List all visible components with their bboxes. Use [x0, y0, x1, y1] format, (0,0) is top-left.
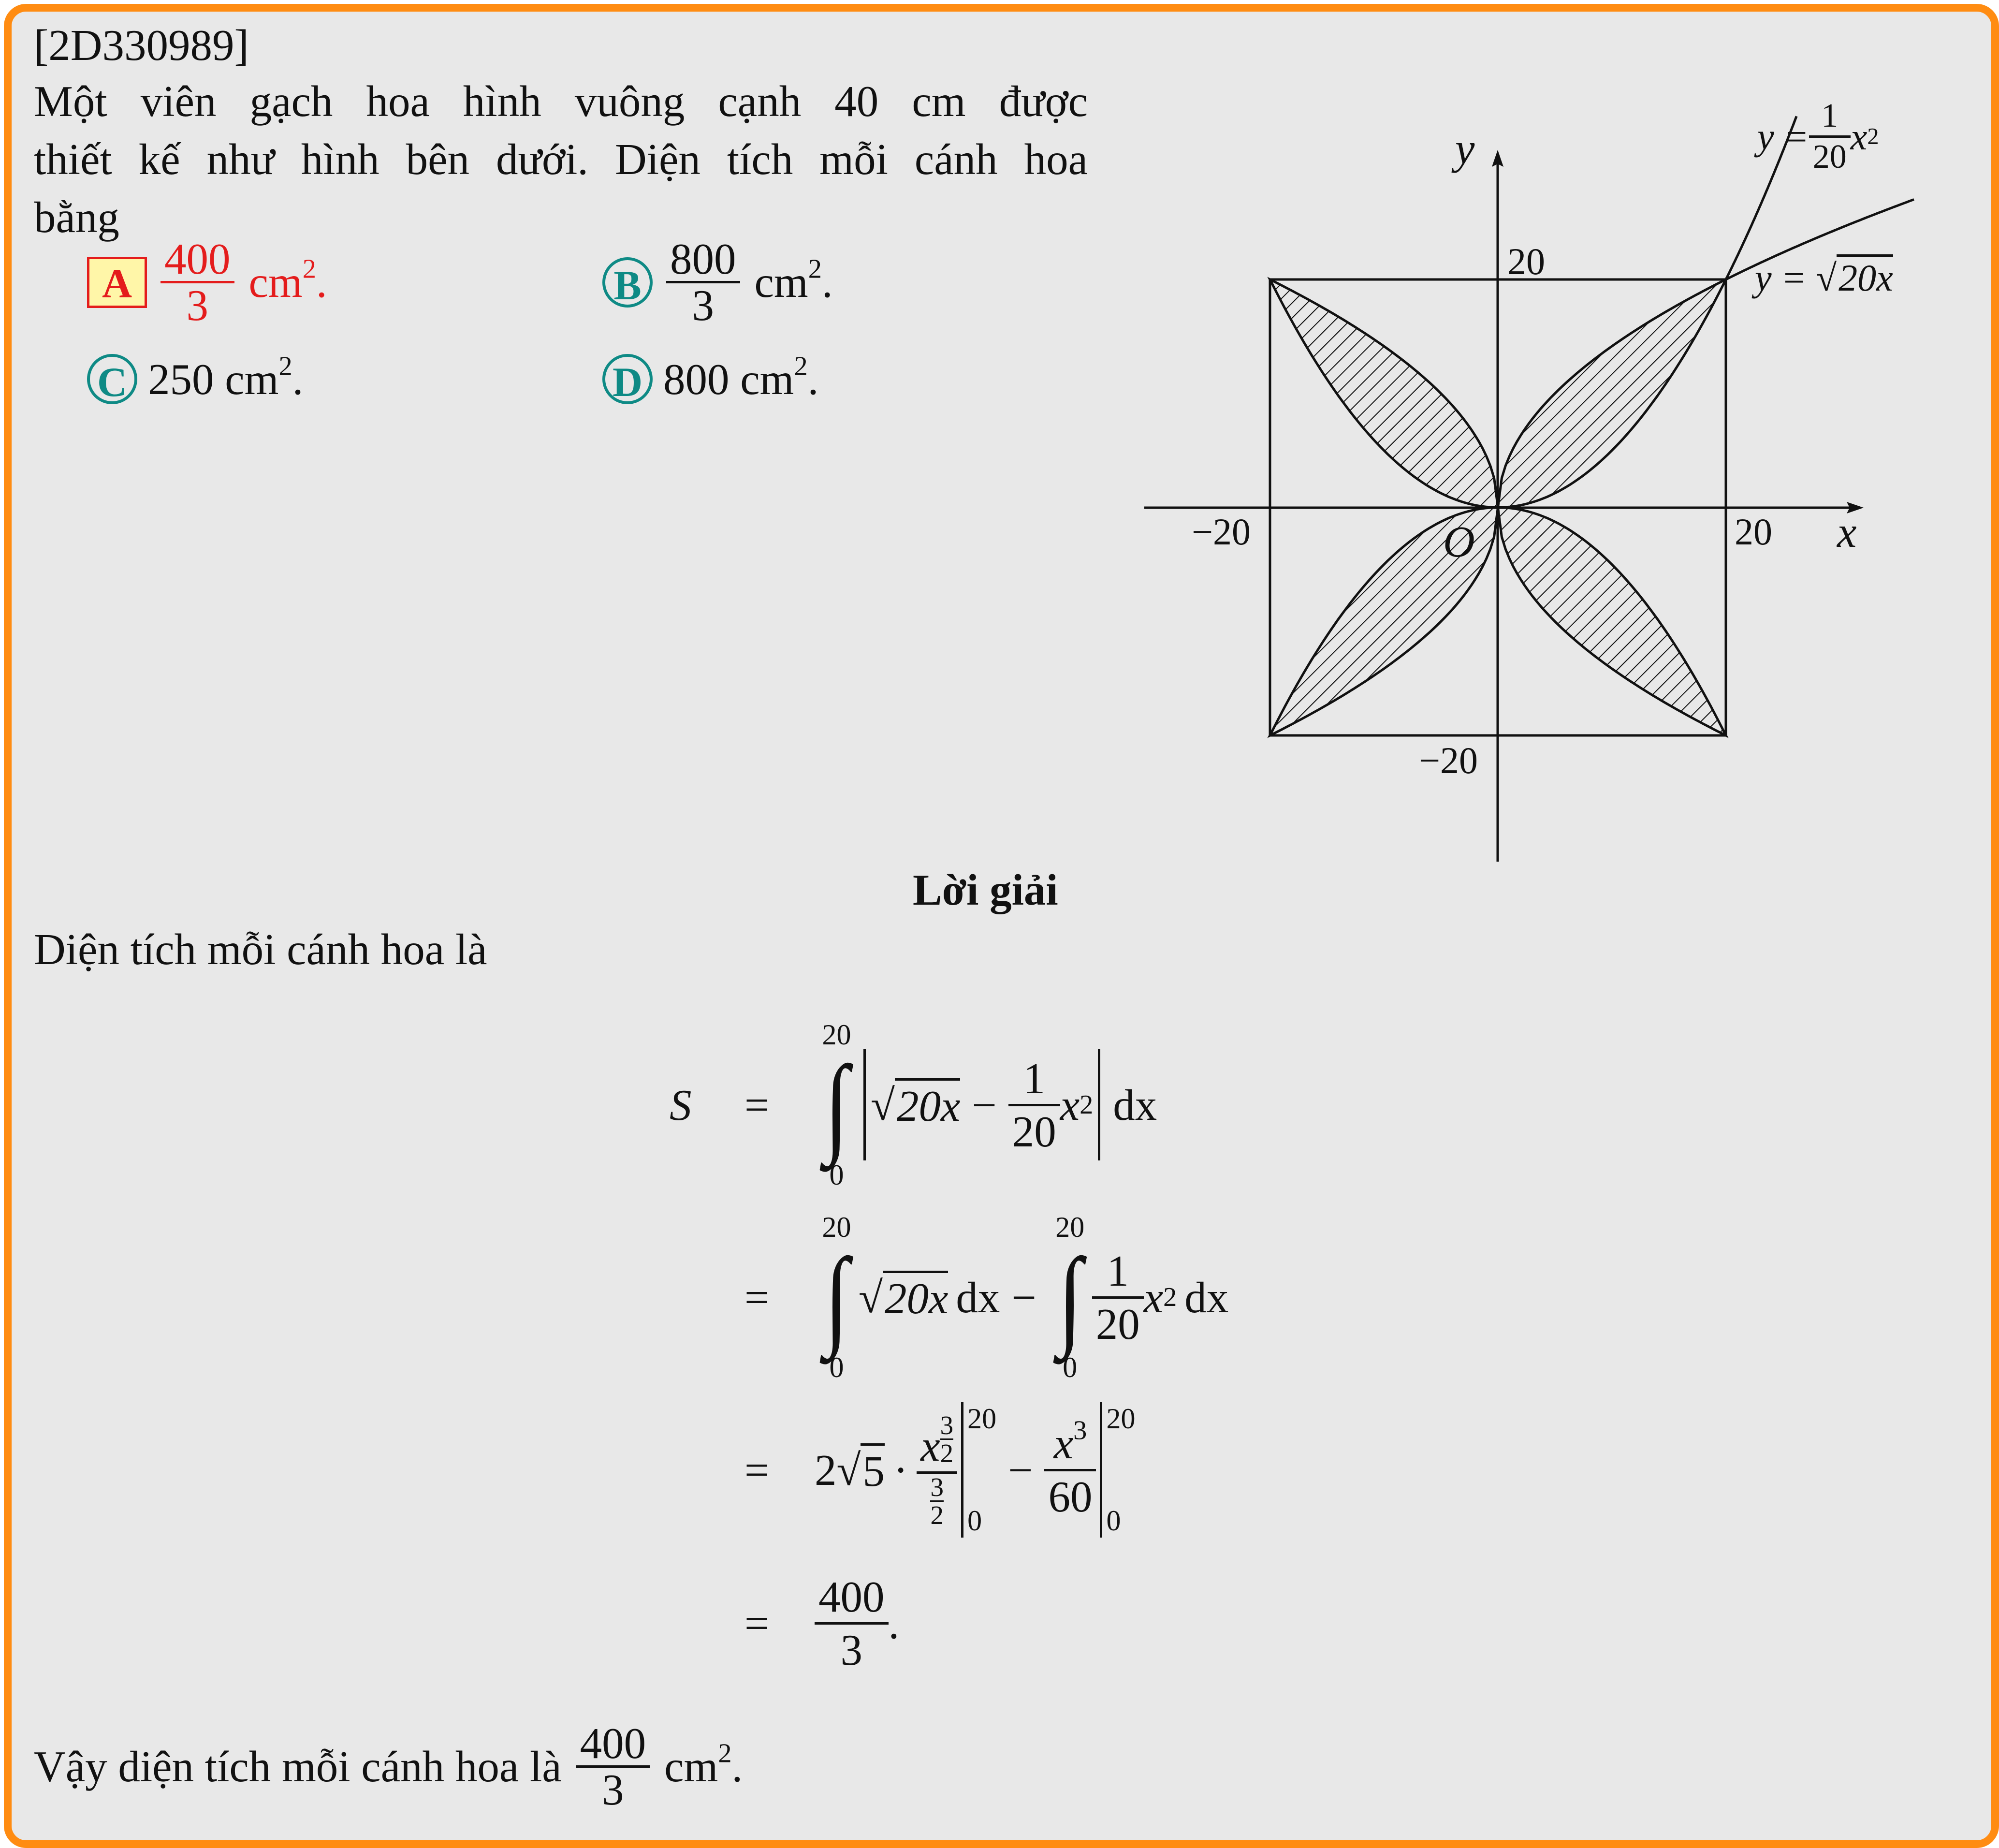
row2-minus: −	[1011, 1273, 1036, 1322]
eq-row-4	[744, 1571, 899, 1675]
choice-a-exp: 2	[302, 254, 316, 284]
choice-d-tag: D	[602, 354, 653, 404]
petal-top-right	[1498, 279, 1726, 508]
curve1-den: 20	[1809, 135, 1851, 176]
row2-x: x	[1143, 1273, 1164, 1322]
row1-den: 20	[1008, 1104, 1060, 1157]
solution-intro: Diện tích mỗi cánh hoa là	[34, 925, 487, 974]
eq-sign-2: =	[744, 1273, 770, 1322]
curve2-radicand: 20x	[1837, 254, 1893, 299]
row2-dx-1: dx	[956, 1273, 1000, 1322]
int1-upper: 20	[822, 1019, 851, 1051]
solution-conclusion	[34, 1721, 743, 1812]
row2-dx-2: dx	[1184, 1273, 1229, 1322]
row3-frac-a	[917, 1412, 957, 1528]
row3-five: 5	[861, 1443, 885, 1496]
curve1-x: x	[1850, 115, 1868, 158]
tick-y-pos: 20	[1507, 240, 1545, 282]
axis-y-label: y	[1455, 124, 1475, 173]
choice-c-tail: .	[292, 354, 304, 404]
row2-fraction	[1092, 1246, 1144, 1349]
row3-den-num: 3	[930, 1472, 944, 1502]
integral-2	[821, 1213, 852, 1382]
problem-id: [2D330989]	[34, 21, 249, 70]
choice-b-num: 800	[670, 235, 736, 283]
row3-x: x	[920, 1421, 940, 1470]
conclusion-text: Vậy diện tích mỗi cánh hoa là	[34, 1742, 562, 1791]
row4-num: 400	[818, 1572, 885, 1621]
row1-x: x	[1060, 1080, 1080, 1129]
abs-left	[863, 1049, 866, 1160]
eval-bar-2	[1100, 1402, 1135, 1538]
int2-lower: 0	[829, 1351, 844, 1383]
int2-sign: ∫	[824, 1235, 849, 1359]
petal-top-left	[1270, 279, 1498, 508]
eq-sign-3: =	[744, 1445, 770, 1495]
curve1-num: 1	[1821, 97, 1838, 134]
row4-fraction	[815, 1571, 889, 1675]
eq-row-3	[744, 1402, 1135, 1538]
curve2-label	[1755, 256, 1893, 300]
row3-dot: ·	[893, 1445, 908, 1495]
row3-x3: x	[1053, 1419, 1074, 1468]
eval2-lower: 0	[1106, 1505, 1121, 1537]
eq-sign-1: =	[744, 1080, 770, 1129]
row3-minus: −	[1008, 1445, 1033, 1495]
abs-right	[1098, 1049, 1100, 1160]
row3-exp-num: 3	[940, 1410, 954, 1440]
row3-den-den: 2	[930, 1500, 944, 1530]
row3-coef: 2√	[815, 1445, 861, 1495]
solution-heading: Lời giải	[913, 865, 1058, 914]
eval2-upper: 20	[1106, 1403, 1136, 1435]
choice-a-unit: cm	[248, 258, 303, 307]
row4-period: .	[888, 1599, 900, 1648]
tick-y-neg: −20	[1419, 739, 1478, 781]
choice-c-text: 250 cm	[148, 354, 279, 404]
choice-a-tag: A	[87, 257, 147, 308]
choice-b-tail: .	[821, 258, 833, 307]
eval1-lower: 0	[967, 1505, 982, 1537]
conclusion-num: 400	[580, 1719, 646, 1768]
eq-S: S	[670, 1080, 692, 1129]
conclusion-den: 3	[576, 1765, 650, 1812]
eq-row-1: S = 20 ∫ 0 √ 20x − $\frac{1}{20}$ x 2 dx	[670, 1019, 1157, 1191]
integral-3	[1055, 1213, 1085, 1382]
curve1-prefix: y =	[1757, 115, 1809, 158]
problem-line-1: Một viên gạch hoa hình vuông cạnh 40 cm được	[34, 77, 1088, 126]
row1-dx: dx	[1113, 1080, 1157, 1129]
conclusion-tail: .	[731, 1742, 743, 1791]
choice-b-exp: 2	[808, 254, 822, 284]
row4-den: 3	[815, 1622, 889, 1675]
conclusion-unit: cm	[664, 1742, 718, 1791]
row1-rad: 20x	[895, 1078, 960, 1131]
row3-sixty: 60	[1044, 1469, 1096, 1522]
choice-d-text: 800 cm	[663, 354, 794, 404]
int3-sign: ∫	[1057, 1235, 1082, 1359]
row3-x3-exp: 3	[1073, 1415, 1087, 1446]
problem-line-2: thiết kế như hình bên dưới. Diện tích mỗi cánh hoa	[34, 135, 1088, 184]
int3-lower: 0	[1063, 1351, 1078, 1383]
choice-a-num: 400	[164, 235, 231, 283]
choice-b-tag: B	[602, 257, 653, 308]
curve2-prefix: y = √	[1755, 257, 1837, 299]
row3-exp-den: 2	[940, 1438, 954, 1468]
eval-bar-1	[961, 1402, 996, 1538]
row1-fraction	[1008, 1053, 1060, 1157]
int3-upper: 20	[1055, 1211, 1085, 1243]
choice-a-den: 3	[161, 281, 234, 327]
int2-upper: 20	[822, 1211, 851, 1243]
row2-rad: 20x	[883, 1271, 948, 1324]
row1-num: 1	[1023, 1054, 1045, 1103]
row3-frac-b	[1044, 1415, 1096, 1522]
int1-sign: ∫	[824, 1043, 849, 1166]
choice-b-unit: cm	[754, 258, 808, 307]
choice-d-exp: 2	[794, 351, 808, 381]
curve1-fraction	[1809, 97, 1851, 176]
conclusion-exp: 2	[718, 1738, 732, 1769]
choice-a-tail: .	[316, 258, 327, 307]
choice-b-den: 3	[666, 281, 740, 327]
eq-row-2: = 20 ∫ 0 √ 20x dx − 20 ∫ 0 $\frac{1}{20}$ x 2 dx	[744, 1211, 1229, 1383]
petal-bottom-right	[1498, 508, 1726, 736]
row2-num: 1	[1107, 1246, 1129, 1295]
row1-minus: −	[972, 1080, 997, 1129]
choice-c-exp: 2	[278, 351, 292, 381]
problem-line-3: bằng	[34, 193, 119, 242]
axis-x-label: x	[1837, 508, 1857, 557]
choice-d-tail: .	[807, 354, 819, 404]
origin-label: O	[1443, 517, 1475, 566]
eq-sign-4: =	[744, 1599, 770, 1648]
eval1-upper: 20	[967, 1403, 997, 1435]
tick-x-neg: −20	[1192, 511, 1251, 553]
integral-1	[821, 1020, 852, 1189]
choice-c-tag: C	[87, 354, 137, 404]
tick-x-pos: 20	[1735, 511, 1772, 553]
row2-den: 20	[1092, 1296, 1144, 1349]
conclusion-fraction	[576, 1721, 650, 1812]
int1-lower: 0	[829, 1159, 844, 1191]
curve1-label: y = $\frac{1}{20}$ x 2	[1757, 97, 1879, 176]
